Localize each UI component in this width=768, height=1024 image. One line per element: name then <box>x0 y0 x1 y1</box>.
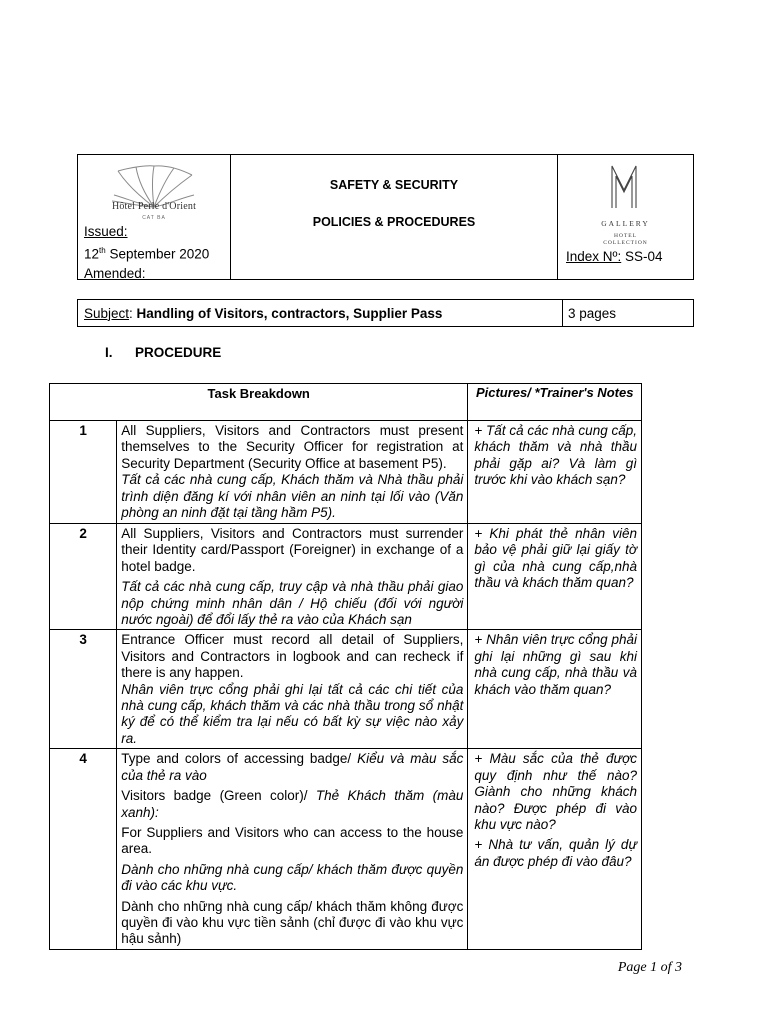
table-row <box>50 630 642 749</box>
brand-hotel-text: HOTEL <box>613 233 638 239</box>
table-row <box>50 421 642 524</box>
col-header-task: Task Breakdown <box>50 384 468 421</box>
trainer-notes: + Tất cả các nhà cung cấp, khách thăm và nhà thầu phải gặp ai? Và làm gì trước khi vào khách sạn? <box>468 421 642 524</box>
step-number: 2 <box>50 524 117 630</box>
hotel-sub-logo-text: CAT BA <box>142 215 166 221</box>
procedure-table <box>49 383 642 950</box>
issued-block <box>84 222 209 283</box>
index-number: Index Nº: SS-04 <box>566 249 663 264</box>
page-count: 3 pages <box>563 300 694 327</box>
col-header-notes: Pictures/ *Trainer's Notes <box>468 384 642 421</box>
trainer-notes: + Nhân viên trực cổng phải ghi lại những gì sau khi nhà cung cấp, nhà thầu và khách vào thăm quan? <box>468 630 642 749</box>
header-right-cell <box>558 155 694 280</box>
table-row <box>50 749 642 949</box>
subject-value: Handling of Visitors, contractors, Supplier Pass <box>136 305 443 321</box>
table-row <box>50 524 642 630</box>
trainer-notes: + Khi phát thẻ nhân viên bảo vệ phải giữ lại giấy tờ gì của nhà cung cấp,nhà thầu và khách thăm quan? <box>468 524 642 630</box>
step-number: 1 <box>50 421 117 524</box>
doc-title-safety: SAFETY & SECURITY <box>329 178 459 192</box>
page-number: Page 1 of 3 <box>617 960 682 975</box>
hotel-name-logo-text: Hôtel Perle d'Orient <box>111 201 197 212</box>
doc-title-policies: POLICIES & PROCEDURES <box>312 215 476 229</box>
header-table <box>77 154 694 280</box>
step-description: Type and colors of accessing badge/ Kiểu và màu sắc của thẻ ra vào Visitors badge (Green color)/ Thẻ Khách thăm (màu xanh): For Suppliers and Visitors who can access to the house area. Dành cho những nhà cung cấp/ khách thăm được quyền đi vào các khu vực. Dành cho những nhà cung cấp/ khách thăm không được quyền đi vào khu vực tiền sảnh (chỉ được đi vào khu vực hậu sảnh) <box>117 749 468 949</box>
step-number: 3 <box>50 630 117 749</box>
mgallery-m-logo-icon <box>594 160 654 210</box>
brand-gallery-text: GALLERY <box>601 219 650 228</box>
subject-table <box>77 299 694 327</box>
subject-label: Subject <box>84 305 130 321</box>
step-description: All Suppliers, Visitors and Contractors must surrender their Identity card/Passport (Foreigner) in exchange of a hotel badge. Tất cả các nhà cung cấp, truy cập và nhà thầu phải giao nộp chứng minh nhân dân / Hộ chiếu (đối với người nước ngoài) để đổi lấy thẻ ra vào của Khách sạn <box>117 524 468 630</box>
issued-label: Issued: <box>84 224 128 239</box>
table-header-row <box>50 384 642 421</box>
step-number: 4 <box>50 749 117 949</box>
amended-label: Amended: <box>84 265 146 281</box>
subject-cell: Subject: Handling of Visitors, contractors, Supplier Pass <box>78 300 563 327</box>
trainer-notes: + Màu sắc của thẻ được quy định như thế nào? Giành cho những khách nào? Được phép đi vào khu vực nào? + Nhà tư vấn, quản lý dự án được phép đi vào đâu? <box>468 749 642 949</box>
issued-date: 12th September 2020 <box>84 246 210 262</box>
header-title-cell <box>231 155 558 280</box>
step-description: Entrance Officer must record all detail of Suppliers, Visitors and Contractors in logbook and can recheck if there is any happen. Nhân viên trực cổng phải ghi lại tất cả các chi tiết của nhà cung cấp, khách thăm và các nhà thầu trong sổ nhật ký để có thể kiểm tra lại nếu có bất kỳ sự việc nào xảy ra. <box>117 630 468 749</box>
brand-collection-text: COLLECTION <box>603 240 648 246</box>
header-left-cell <box>78 155 231 280</box>
section-heading: I. PROCEDURE <box>105 345 222 360</box>
step-description: All Suppliers, Visitors and Contractors must present themselves to the Security Officer for registration at Security Department (Security Office at basement P5). Tất cả các nhà cung cấp, Khách thăm và Nhà thầu phải trình diện đăng kí với nhân viên an ninh tại lối vào (Văn phòng an ninh đặt tại tầng hầm P5). <box>117 421 468 524</box>
